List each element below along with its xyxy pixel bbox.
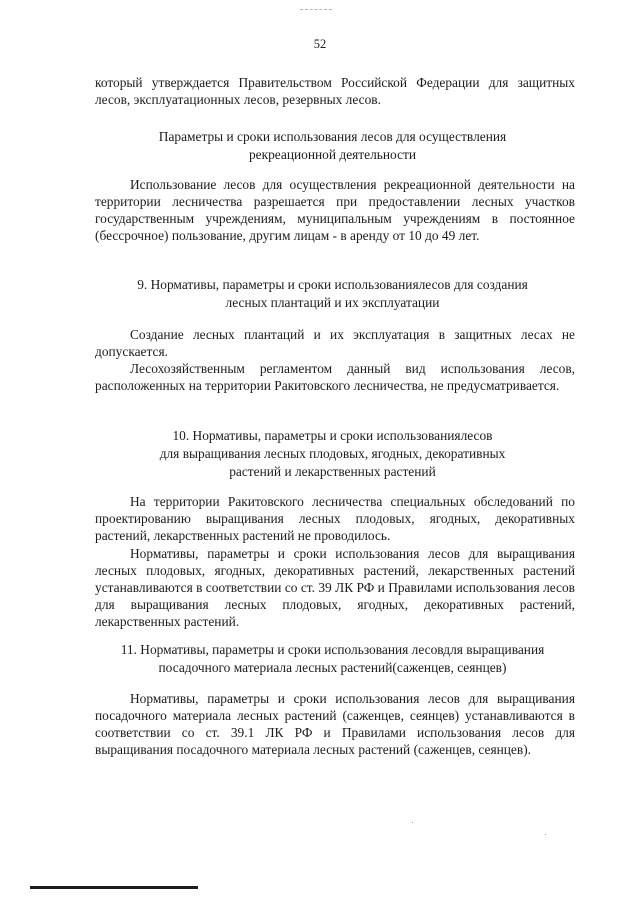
heading-line: 10. Нормативы, параметры и сроки использованиялесов bbox=[172, 428, 493, 443]
paragraph: Нормативы, параметры и сроки использования лесов для выращивания лесных плодовых, ягодных, декоративных растений, лекарственных растений устанавливаются в соответствии со ст. 39 ЛК РФ и Правилами использования лесов для выращивания лесных плодовых, ягодных, декоративных растений, лекарственных растений. bbox=[95, 546, 575, 629]
scan-speck bbox=[545, 834, 546, 835]
paragraph: Нормативы, параметры и сроки использования лесов для выращивания посадочного материала лесных растений (саженцев, сеянцев) устанавливаются в соответствии со ст. 39.1 ЛК РФ и Правилами использования лесов для выращивания посадочного материала лесных растений (саженцев, сеянцев). bbox=[95, 691, 575, 757]
paragraph: На территории Ракитовского лесничества специальных обследований по проектированию выращивания лесных плодовых, ягодных, декоративных растений, лекарственных растений не проводилось. bbox=[95, 494, 575, 543]
paragraph: Лесохозяйственным регламентом данный вид использования лесов, расположенных на территории Ракитовского лесничества, не предусматривается. bbox=[95, 361, 575, 393]
heading-line: 9. Нормативы, параметры и сроки использованиялесов для создания bbox=[137, 277, 528, 292]
paragraph: Создание лесных плантаций и их эксплуатация в защитных лесах не допускается. bbox=[95, 327, 575, 359]
heading-line: 11. Нормативы, параметры и сроки использования лесовдля выращивания bbox=[120, 642, 545, 657]
heading-line: Параметры и сроки использования лесов для осуществления bbox=[158, 129, 507, 144]
bottom-rule bbox=[30, 886, 198, 889]
page-number: 52 bbox=[313, 37, 327, 51]
intro-paragraph: который утверждается Правительством Российской Федерации для защитных лесов, эксплуатационных лесов, резервных лесов. bbox=[95, 75, 575, 107]
heading-line: растений и лекарственных растений bbox=[229, 464, 436, 479]
paragraph: Использование лесов для осуществления рекреационной деятельности на территории лесничества разрешается при предоставлении лесных участков государственным учреждениям, муниципальным учреждениям в постоянное (бессрочное) пользование, другим лицам - в аренду от 10 до 49 лет. bbox=[95, 177, 575, 243]
heading-line: для выращивания лесных плодовых, ягодных, декоративных bbox=[159, 446, 506, 461]
section-heading-10 bbox=[80, 427, 585, 481]
section-heading-11 bbox=[80, 641, 585, 677]
section-heading-recreation bbox=[80, 128, 585, 164]
scan-speck bbox=[412, 822, 413, 823]
heading-line: лесных плантаций и их эксплуатации bbox=[225, 295, 440, 310]
scan-top-mark bbox=[300, 9, 332, 11]
heading-line: рекреационной деятельности bbox=[248, 147, 417, 162]
section-heading-9 bbox=[80, 276, 585, 312]
heading-line: посадочного материала лесных растений(саженцев, сеянцев) bbox=[158, 660, 507, 675]
